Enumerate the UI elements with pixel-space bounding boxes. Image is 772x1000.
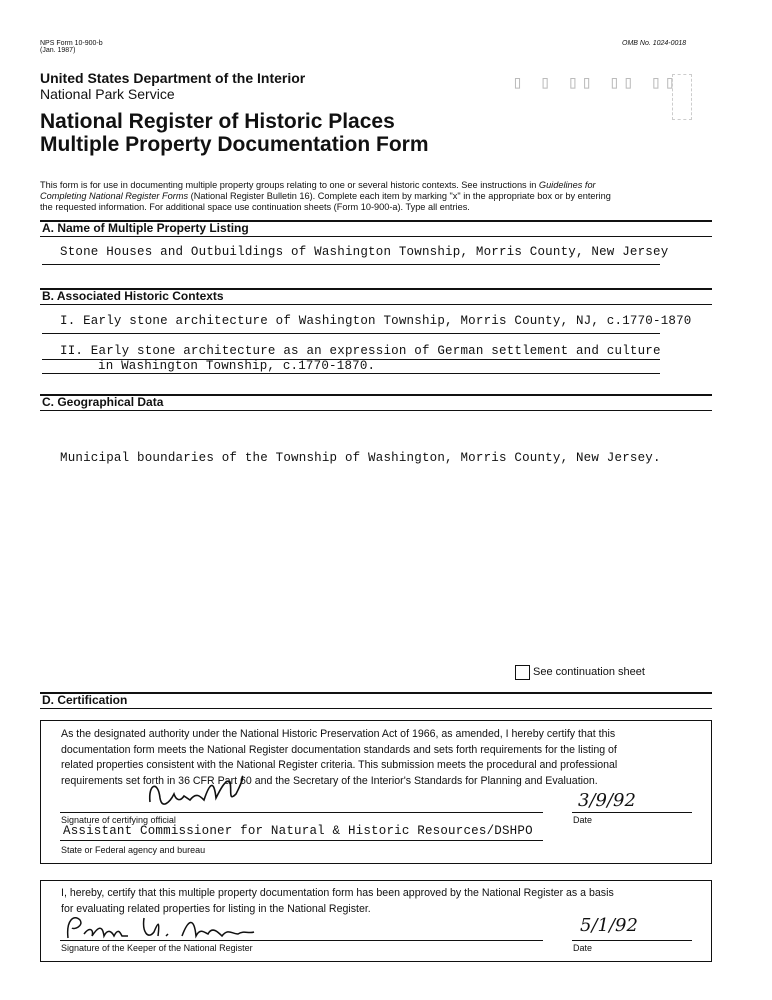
section-c-subrule	[40, 410, 712, 411]
agency-caption: State or Federal agency and bureau	[61, 845, 206, 855]
section-a-title: A. Name of Multiple Property Listing	[42, 221, 249, 235]
cert-line-1: As the designated authority under the National Historic Preservation Act of 1966, as amended, I hereby certify that this	[61, 728, 616, 740]
continuation-label: See continuation sheet	[533, 666, 645, 678]
continuation-checkbox[interactable]	[515, 665, 530, 680]
section-a-subrule	[40, 236, 712, 237]
keeper-line-1: I, hereby, certify that this multiple property documentation form has been approved by the National Register as a basis	[61, 887, 614, 899]
section-d-rule	[40, 692, 712, 694]
keeper-date-line	[572, 940, 692, 941]
form-date: (Jan. 1987)	[40, 47, 76, 54]
instructions-line1: This form is for use in documenting multiple property groups relating to one or several historic contexts. See instructions in	[40, 180, 539, 190]
stamp-mark	[672, 74, 692, 120]
context-1-line	[42, 333, 660, 334]
geographical-data: Municipal boundaries of the Township of Washington, Morris County, New Jersey.	[60, 451, 661, 465]
cert-date-line	[572, 812, 692, 813]
section-b-title: B. Associated Historic Contexts	[42, 289, 224, 303]
cert-line-4: requirements set forth in 36 CFR Part 60 and the Secretary of the Interior's Standards for Planning and Evaluation.	[61, 774, 598, 787]
form-title-line2: Multiple Property Documentation Form	[40, 133, 429, 156]
multiple-property-name: Stone Houses and Outbuildings of Washington Township, Morris County, New Jersey	[60, 245, 669, 259]
keeper-date-caption: Date	[573, 943, 593, 953]
historic-context-1: I. Early stone architecture of Washington Township, Morris County, NJ, c.1770-1870	[60, 314, 692, 328]
form-number: NPS Form 10-900-b	[40, 40, 103, 47]
keeper-signature-line	[60, 940, 543, 941]
cert-signature-caption: Signature of certifying official	[61, 815, 176, 825]
keeper-signature-caption: Signature of the Keeper of the National Register	[61, 943, 253, 953]
section-d-subrule	[40, 708, 712, 709]
cert-line-2: documentation form meets the National Register documentation standards and sets forth requirements for the listing of	[61, 743, 617, 756]
cert-signature-line	[60, 812, 543, 813]
cert-date-caption: Date	[573, 815, 593, 825]
instructions	[40, 180, 712, 213]
instructions-guidelines: Guidelines for	[538, 180, 596, 190]
form-title-line1: National Register of Historic Places	[40, 110, 395, 133]
certifying-signature	[140, 772, 250, 814]
context-2-line2-rule	[42, 373, 660, 374]
historic-context-2-line2: in Washington Township, c.1770-1870.	[98, 359, 376, 373]
historic-context-2-line1: II. Early stone architecture as an expression of German settlement and culture	[60, 344, 661, 358]
keeper-line-2: for evaluating related properties for listing in the National Register.	[61, 902, 371, 915]
section-a-fill-line	[42, 264, 660, 265]
section-c-title: C. Geographical Data	[42, 395, 164, 409]
section-b-subrule	[40, 304, 712, 305]
department-name: United States Department of the Interior	[40, 70, 306, 86]
instructions-line2: (National Register Bulletin 16). Complete each item by marking "x" in the appropriate box or by entering	[188, 191, 611, 201]
instructions-line3: the requested information. For additional space use continuation sheets (Form 10-900-a). Type all entries.	[40, 202, 470, 212]
agency-name: Assistant Commissioner for Natural & Historic Resources/DSHPO	[63, 824, 533, 838]
section-d-title: D. Certification	[42, 693, 128, 707]
keeper-date-value: 5/1/92	[580, 915, 638, 936]
cert-line-3: related properties consistent with the National Register criteria. This submission meets the procedural and professional	[61, 759, 618, 771]
received-stamp: ▯ ▯ ▯▯ ▯▯ ▯▯	[512, 72, 679, 93]
omb-number: OMB No. 1024-0018	[622, 40, 687, 47]
instructions-completing: Completing National Register Forms	[40, 191, 189, 201]
agency-line	[60, 840, 543, 841]
cert-date-value: 3/9/92	[578, 790, 636, 811]
keeper-signature	[62, 910, 272, 944]
service-name: National Park Service	[40, 86, 175, 102]
